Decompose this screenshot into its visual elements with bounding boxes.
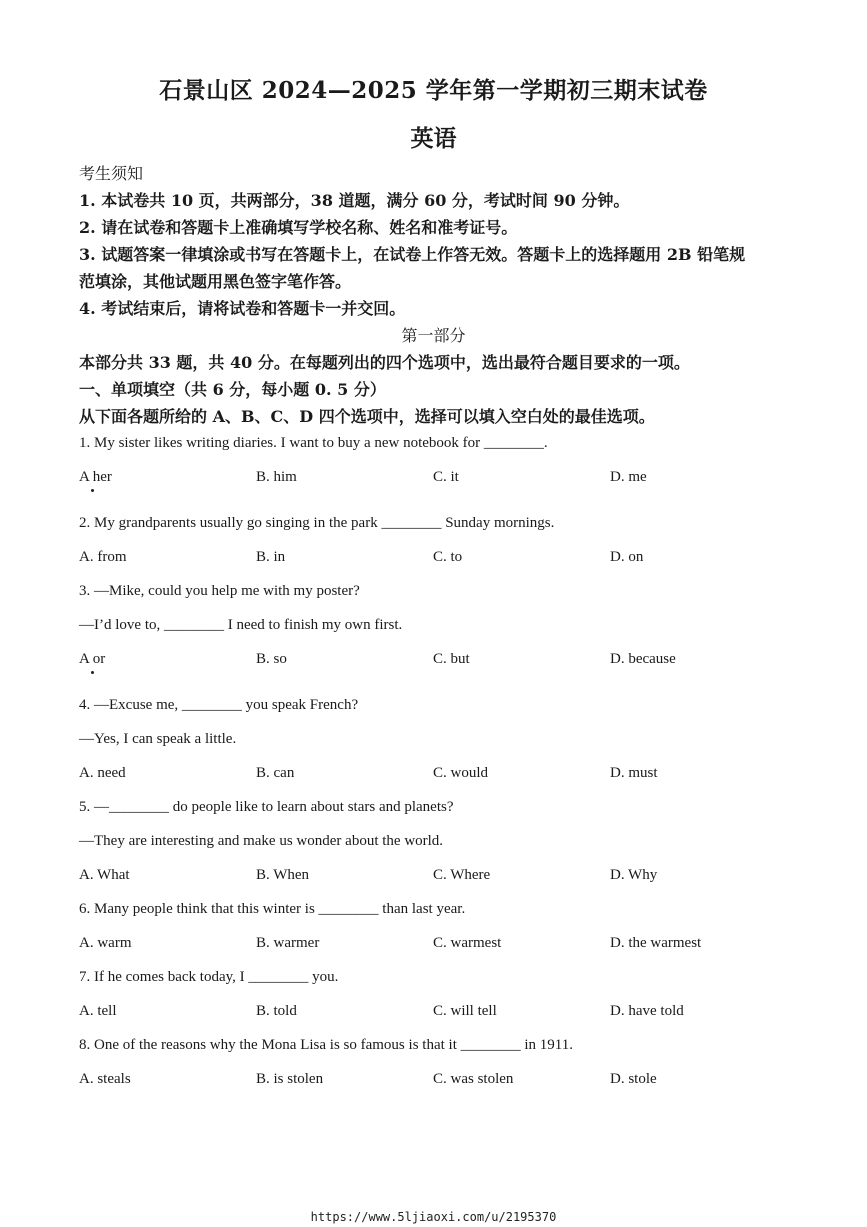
source-url[interactable]: https://www.5ljiaoxi.com/u/2195370	[310, 1210, 557, 1224]
question-1: 1. My sister likes writing diaries. I want to buy a new notebook for ________.	[79, 435, 548, 451]
section-title: 一、单项填空（共 6 分，每小题 0. 5 分）	[79, 380, 386, 399]
question-6: 6. Many people think that this winter is ________ than last year.	[79, 901, 466, 917]
q1-option-a: A her	[79, 469, 112, 485]
q1-option-c: C. it	[433, 469, 459, 485]
question-4: 4. —Excuse me, ________ you speak French?	[79, 697, 359, 713]
notice-item-4: 4. 考试结束后，请将试卷和答题卡一并交回。	[79, 299, 406, 318]
q3-option-b: B. so	[256, 651, 287, 667]
part1-heading: 第一部分	[401, 326, 466, 345]
part1-intro: 本部分共 33 题，共 40 分。在每题列出的四个选项中，选出最符合题目要求的一项。	[79, 353, 690, 372]
question-2: 2. My grandparents usually go singing in the park ________ Sunday mornings.	[79, 515, 555, 531]
notice-item-3-cont: 范填涂，其他试题用黑色签字笔作答。	[79, 272, 352, 291]
q4-option-d: D. must	[610, 765, 658, 781]
q3-option-a: A or	[79, 651, 106, 667]
q2-option-b: B. in	[256, 549, 286, 565]
q2-option-d: D. on	[610, 549, 644, 565]
question-5-reply: —They are interesting and make us wonder about the world.	[79, 833, 444, 849]
print-dot	[91, 489, 94, 492]
question-5: 5. —________ do people like to learn about stars and planets?	[79, 799, 454, 815]
q3-option-d: D. because	[610, 651, 676, 667]
q5-option-d: D. Why	[610, 867, 658, 883]
q6-option-b: B. warmer	[256, 935, 320, 951]
q5-option-a: A. What	[79, 867, 130, 883]
q6-option-d: D. the warmest	[610, 935, 702, 951]
notice-item-2: 2. 请在试卷和答题卡上准确填写学校名称、姓名和准考证号。	[79, 218, 518, 237]
q4-option-b: B. can	[256, 765, 295, 781]
q1-option-b: B. him	[256, 469, 297, 485]
q7-option-d: D. have told	[610, 1003, 684, 1019]
q8-option-d: D. stole	[610, 1071, 657, 1087]
question-3: 3. —Mike, could you help me with my poster?	[79, 583, 360, 599]
exam-subject: 英语	[410, 125, 457, 152]
question-3-reply: —I’d love to, ________ I need to finish my own first.	[79, 617, 403, 633]
question-7: 7. If he comes back today, I ________ you.	[79, 969, 339, 985]
question-8: 8. One of the reasons why the Mona Lisa is so famous is that it ________ in 1911.	[79, 1037, 573, 1053]
q7-option-b: B. told	[256, 1003, 297, 1019]
section-instruction: 从下面各题所给的 A、B、C、D 四个选项中，选择可以填入空白处的最佳选项。	[79, 407, 655, 426]
print-dot	[91, 671, 94, 674]
q5-option-b: B. When	[256, 867, 310, 883]
notice-item-3: 3. 试题答案一律填涂或书写在答题卡上，在试卷上作答无效。答题卡上的选择题用 2B 铅笔规	[79, 245, 746, 264]
q2-option-a: A. from	[79, 549, 127, 565]
q7-option-a: A. tell	[79, 1003, 117, 1019]
q6-option-a: A. warm	[79, 935, 132, 951]
q7-option-c: C. will tell	[433, 1003, 497, 1019]
notice-heading: 考生须知	[79, 164, 144, 183]
q3-option-c: C. but	[433, 651, 470, 667]
q5-option-c: C. Where	[433, 867, 491, 883]
q2-option-c: C. to	[433, 549, 463, 565]
q8-option-c: C. was stolen	[433, 1071, 514, 1087]
q4-option-a: A. need	[79, 765, 126, 781]
q6-option-c: C. warmest	[433, 935, 502, 951]
exam-title: 石景山区 2024—2025 学年第一学期初三期末试卷	[159, 77, 708, 104]
q1-option-d: D. me	[610, 469, 647, 485]
q4-option-c: C. would	[433, 765, 489, 781]
notice-item-1: 1. 本试卷共 10 页，共两部分，38 道题，满分 60 分，考试时间 90 分钟。	[79, 191, 630, 210]
q8-option-a: A. steals	[79, 1071, 131, 1087]
q8-option-b: B. is stolen	[256, 1071, 324, 1087]
question-4-reply: —Yes, I can speak a little.	[79, 731, 237, 747]
